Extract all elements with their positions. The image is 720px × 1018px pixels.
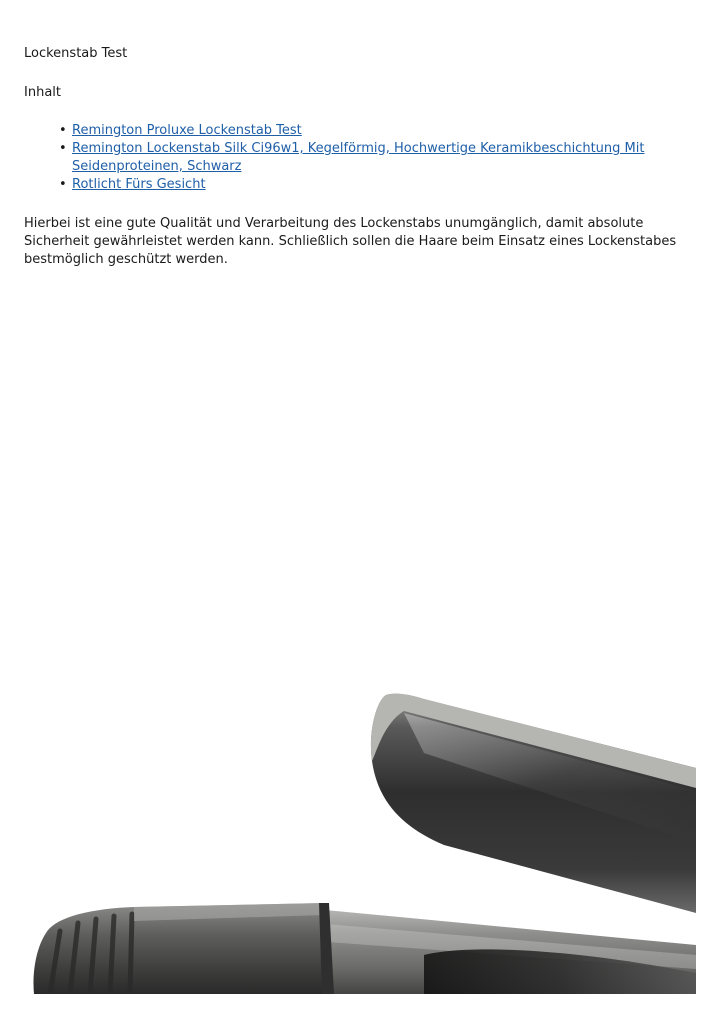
toc-item (24, 122, 696, 140)
product-photo-curling-iron (24, 283, 696, 994)
curling-barrel (294, 908, 696, 994)
curling-iron-illustration (24, 283, 696, 994)
toc-item (24, 176, 696, 194)
bullet-icon: • (59, 123, 67, 138)
toc-link-proluxe[interactable]: Remington Proluxe Lockenstab Test (72, 123, 302, 138)
toc-heading: Inhalt (24, 85, 61, 100)
bullet-icon: • (59, 177, 67, 192)
toc-link-rotlicht[interactable]: Rotlicht Fürs Gesicht (72, 177, 206, 192)
bullet-icon: • (59, 141, 67, 156)
table-of-contents (24, 122, 696, 194)
body-paragraph: Hierbei ist eine gute Qualität und Verarbeitung des Lockenstabs unumgänglich, damit absolute Sicherheit gewährleistet werden kann. Schließlich sollen die Haare beim Einsatz eines Lockenstabes bestmöglich geschützt werden. (24, 216, 677, 267)
clamp-arm (371, 694, 696, 913)
curling-handle (34, 903, 335, 994)
document-title: Lockenstab Test (24, 46, 128, 61)
toc-item (24, 140, 696, 176)
toc-link-silk-ci96w1[interactable]: Remington Lockenstab Silk Ci96w1, Kegelförmig, Hochwertige Keramikbeschichtung Mit Seidenproteinen, Schwarz (72, 141, 645, 174)
